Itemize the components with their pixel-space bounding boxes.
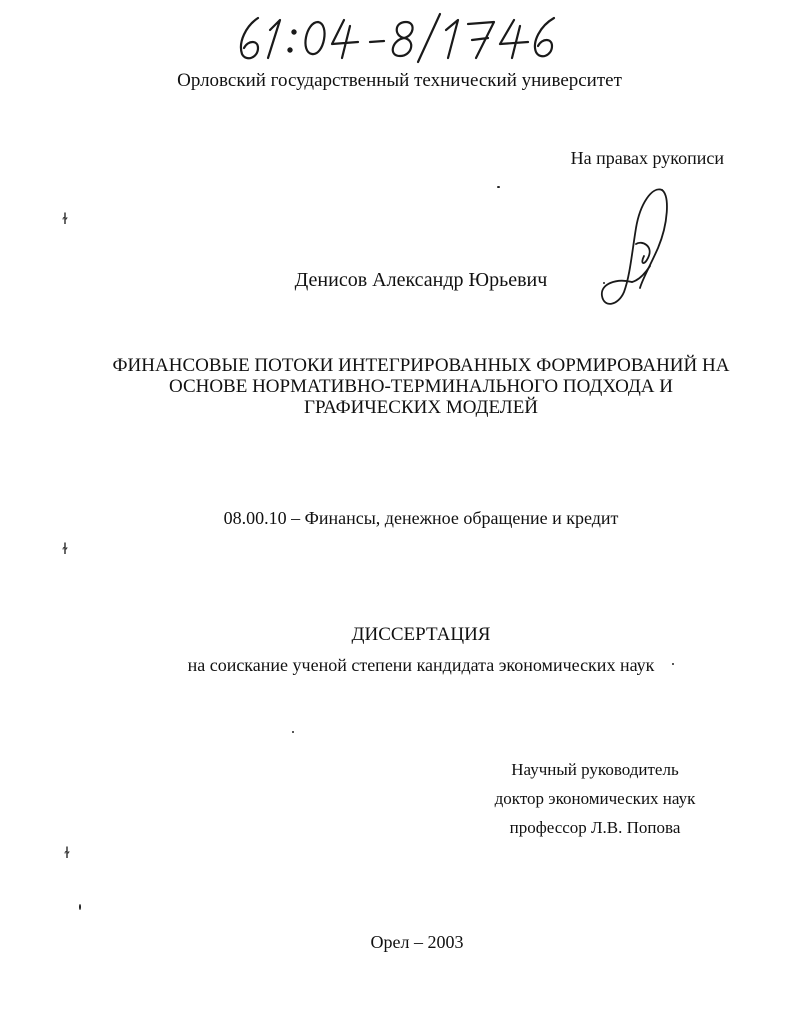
place-and-year: Орел – 2003 [370, 932, 464, 952]
scan-speck [292, 731, 294, 733]
scientific-advisor-block [470, 755, 720, 842]
advisor-name: профессор Л.В. Попова [509, 818, 681, 837]
rights-note: На правах рукописи [570, 148, 724, 168]
scan-mark: ɫ [64, 844, 70, 862]
scan-speck [672, 663, 674, 665]
scan-mark: ɫ [62, 210, 68, 228]
specialty-code: 08.00.10 – Финансы, денежное обращение и кредит [223, 508, 619, 528]
scan-speck [497, 186, 500, 188]
advisor-degree: доктор экономических наук [494, 789, 696, 808]
dissertation-title [0, 355, 799, 418]
advisor-role: Научный руководитель [511, 760, 679, 779]
title-line-2: ОСНОВЕ НОРМАТИВНО-ТЕРМИНАЛЬНОГО ПОДХОДА И [168, 376, 674, 397]
handwritten-archive-number [232, 8, 572, 64]
degree-purpose: на соискание ученой степени кандидата экономических наук [187, 655, 655, 675]
handwritten-signature [596, 184, 674, 312]
document-type: ДИССЕРТАЦИЯ [351, 624, 491, 645]
scan-mark: ɫ [62, 540, 68, 558]
scan-speck [603, 282, 605, 284]
title-line-3: ГРАФИЧЕСКИХ МОДЕЛЕЙ [303, 397, 539, 418]
scan-speck [79, 904, 81, 910]
university-name: Орловский государственный технический университет [177, 70, 622, 91]
author-name: Денисов Александр Юрьевич [294, 269, 548, 291]
title-line-1: ФИНАНСОВЫЕ ПОТОКИ ИНТЕГРИРОВАННЫХ ФОРМИРОВАНИЙ НА [112, 355, 730, 376]
